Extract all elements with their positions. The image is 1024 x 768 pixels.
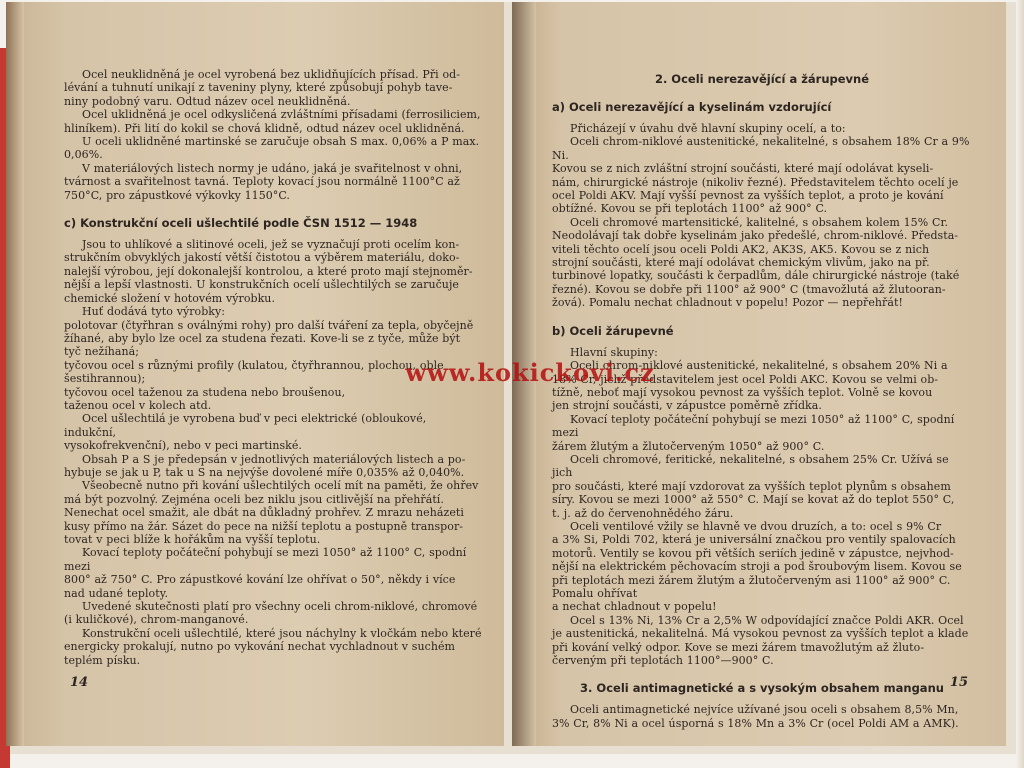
text-line: kusy přímo na žár. Sázet do pece na nižší teplotu a postupně transpor-: [64, 519, 464, 533]
text-line: nad udané teploty.: [64, 586, 169, 600]
text-line: Oceli chromové martensitické, kalitelné, s obsahem kolem 15% Cr.: [570, 215, 949, 229]
text-line: motorů. Ventily se kovou při větších seriích jedině v zápustce, nejvhod-: [552, 546, 954, 560]
text-line: tyč nežíhaná;: [64, 345, 140, 359]
text-line: V materiálových listech normy je udáno, jaká je svařitelnost v ohni,: [82, 161, 463, 175]
text-line: Huť dodává tyto výrobky:: [82, 305, 226, 319]
text-line: Neodolávají tak dobře kyselinám jako předešlé, chrom-niklové. Předsta-: [552, 229, 959, 243]
text-line: při teplotách mezi žárem žlutým a žlutočerveným asi 1100° až 900° C. Pomalu ohřívat: [552, 573, 951, 600]
text-line: 18% Cr, jichž představitelem jest ocel Poldi AKC. Kovou se velmi ob-: [552, 372, 939, 386]
section-title: 2. Oceli nerezavějící a žárupevné: [654, 72, 870, 86]
text-line: Kovací teploty počáteční pohybují se mezi 1050° až 1100° C, spodní mezi: [552, 412, 955, 440]
text-line: Jsou to uhlíkové a slitinové oceli, jež se vyznačují proti ocelím kon-: [82, 238, 460, 252]
text-line: tvárnost a svařitelnost tavná. Teploty kovací jsou normálně 1100°C až: [64, 175, 460, 189]
text-line: Oceli chromové, feritické, nekalitelné, s obsahem 25% Cr. Užívá se jich: [552, 452, 949, 480]
text-line: žárem žlutým a žlutočerveným 1050° až 900° C.: [552, 439, 825, 453]
text-line: U oceli uklidněné martinské se zaručuje obsah S max. 0,06% a P max.: [82, 135, 480, 149]
subsection-heading: a) Oceli nerezavějící a kyselinám vzdorující: [552, 100, 832, 114]
text-line: Kovou se z nich zvláštní strojní součásti, které mají odolávat kyseli-: [552, 162, 934, 176]
text-line: strojní součásti, které mají odolávat chemickým vlivům, jako na př.: [552, 256, 930, 270]
left-page-edge: [6, 2, 24, 746]
text-line: chemické složení v hotovém výrobku.: [64, 291, 275, 305]
text-line: Oceli chrom-niklové austenitické, nekalitelné, s obsahem 20% Ni a: [570, 359, 948, 373]
text-line: a 3% Si, Poldi 702, která je universální značkou pro ventily spalovacích: [552, 533, 956, 547]
text-line: Přicházejí v úvahu dvě hlavní skupiny ocelí, a to:: [570, 122, 846, 135]
text-line: Hlavní skupiny:: [570, 345, 658, 359]
text-line: Všeobecně nutno při kování ušlechtilých ocelí mít na paměti, že ohřev: [82, 479, 479, 493]
text-line: hybuje se jak u P, tak u S na nejvýše dovolené míře 0,035% až 0,040%.: [64, 465, 465, 479]
text-line: síry. Kovou se mezi 1000° až 550° C. Mají se kovat až do teplot 550° C,: [552, 493, 955, 507]
text-line: jen strojní součásti, v zápustce poměrně zřídka.: [552, 399, 822, 413]
text-line: 800° až 750° C. Pro zápustkové kování lze ohřívat o 50°, někdy i více: [64, 573, 456, 587]
text-line: nější na elektrickém pěchovacím stroji a pod šroubovým lisem. Kovou se: [552, 560, 962, 574]
text-line: nám, chirurgické nástroje (nikoliv řezné). Představitelem těchto ocelí je: [552, 175, 959, 189]
text-line: Oceli chrom-niklové austenitické, nekalitelné, s obsahem 18% Cr a 9% Ni.: [552, 135, 970, 162]
text-line: tížně, neboť mají vysokou pevnost za vyšších teplot. Volně se kovou: [552, 385, 933, 399]
text-line: polotovar (čtyřhran s oválnými rohy) pro další tváření za tepla, obyčejně: [64, 318, 474, 332]
right-page-number: 15: [949, 675, 968, 690]
text-line: Ocel ušlechtilá je vyrobena buď v peci elektrické (obloukové, indukční,: [64, 412, 427, 439]
text-line: 0,06%.: [64, 148, 103, 162]
text-line: t. j. až do červenohnědého žáru.: [552, 506, 734, 520]
text-line: Ocel neuklidněná je ocel vyrobená bez uklidňujících přísad. Při od-: [82, 68, 461, 81]
text-line: má být pozvolný. Zejména oceli bez niklu jsou citlivější na přehřátí.: [64, 492, 444, 506]
text-line: energicky prokalují, nutno po vykování nechat vychladnout v suchém: [64, 640, 456, 654]
text-line: Nenechat ocel smažit, ale dbát na důkladný prohřev. Z mrazu neházeti: [64, 506, 464, 520]
text-line: vysokofrekvenční), nebo v peci martinské.: [64, 439, 302, 453]
text-line: je austenitická, nekalitelná. Má vysokou pevnost za vyšších teplot a klade: [552, 627, 969, 641]
text-line: strukčním obvyklých jakostí větší čistotou a výběrem materiálu, doko-: [64, 251, 460, 265]
text-line: tyčovou ocel taženou za studena nebo broušenou,: [64, 385, 346, 399]
text-line: niny podobný varu. Odtud název ocel neuklidněná.: [64, 94, 351, 108]
subsection-heading: b) Oceli žárupevné: [552, 323, 674, 338]
right-page-text: [552, 72, 972, 730]
text-line: 3% Cr, 8% Ni a ocel úsporná s 18% Mn a 3% Cr (ocel Poldi AM a AMK).: [552, 716, 959, 730]
text-line: nější a lepší vlastnosti. U konstrukčních ocelí ušlechtilých se zaručuje: [64, 278, 459, 292]
text-line: pro součásti, které mají vzdorovat za vyšších teplot plynům s obsahem: [552, 479, 951, 493]
text-line: tyčovou ocel s různými profily (kulatou, čtyřhrannou, plochou, oble: [64, 358, 444, 372]
text-line: žíhané, aby bylo lze ocel za studena řezati. Kove-li se z tyče, může být: [64, 331, 461, 345]
text-line: žová). Pomalu nechat chladnout v popelu! Pozor — nepřehřát!: [552, 296, 903, 310]
text-line: 750°C, pro zápustkové výkovky 1150°C.: [64, 188, 290, 202]
spacer: [552, 338, 972, 346]
text-line: a nechat chladnout v popelu!: [552, 600, 717, 614]
spacer: [552, 667, 972, 681]
text-line: Oceli ventilové vžily se hlavně ve dvou druzích, a to: ocel s 9% Cr: [570, 519, 942, 533]
text-line: nalejší výrobou, její dokonalejší kontrolou, a které proto mají stejnoměr-: [64, 264, 473, 278]
text-line: ocel Poldi AKV. Mají vyšší pevnost za vyšších teplot, a proto je kování: [552, 189, 944, 203]
text-line: Kovací teploty počáteční pohybují se mezi 1050° až 1100° C, spodní mezi: [64, 546, 467, 573]
left-page-number: 14: [70, 675, 89, 690]
text-line: Oceli antimagnetické nejvíce užívané jsou oceli s obsahem 8,5% Mn,: [570, 703, 959, 717]
text-line: turbinové lopatky, součásti k čerpadlům, dále chirurgické nástroje (také: [552, 269, 960, 283]
text-line: Ocel s 13% Ni, 13% Cr a 2,5% W odpovídající značce Poldi AKR. Ocel: [570, 613, 964, 627]
spacer: [552, 695, 972, 703]
spacer: [64, 230, 482, 238]
watermark: www.kokickovi.cz: [405, 358, 655, 387]
text-line: Konstrukční oceli ušlechtilé, které jsou náchylny k vločkám nebo které: [82, 626, 482, 640]
spacer: [552, 114, 972, 122]
text-line: lévání a tuhnutí unikají z taveniny plyny, které způsobují pohyb tave-: [64, 81, 453, 95]
background-shadow: [1016, 0, 1024, 768]
text-line: Ocel uklidněná je ocel odkysličená zvláštními přísadami (ferrosiliciem,: [82, 108, 481, 122]
text-line: šestihrannou);: [64, 372, 146, 386]
text-line: (i kuličkové), chrom-manganové.: [64, 613, 249, 627]
text-line: hliníkem). Při lití do kokil se chová klidně, odtud název ocel uklidněná.: [64, 121, 465, 135]
spacer: [64, 202, 482, 216]
section-heading: c) Konstrukční oceli ušlechtilé podle ČSN 1512 — 1948: [64, 216, 418, 231]
text-line: řezné). Kovou se dobře při 1100° až 900° C (tmavožlutá až žlutooran-: [552, 282, 946, 296]
text-line: tovat v peci blíže k hořákům na vyšší teplotu.: [64, 533, 321, 546]
text-line: taženou ocel v kolech atd.: [64, 398, 212, 412]
text-line: Uvedené skutečnosti platí pro všechny oceli chrom-niklové, chromové: [82, 600, 478, 614]
text-line: obtížné. Kovou se při teplotách 1100° až 900° C.: [552, 202, 828, 216]
spacer: [552, 86, 972, 100]
text-line: viteli těchto ocelí jsou oceli Poldi AK2, AK3S, AK5. Kovou se z nich: [552, 242, 930, 256]
section-title: 3. Oceli antimagnetické a s vysokým obsahem manganu: [580, 681, 944, 696]
text-line: Obsah P a S je předepsán v jednotlivých materiálových listech a po-: [82, 452, 466, 466]
text-line: červeným při teplotách 1100°—900° C.: [552, 654, 774, 668]
text-line: při kování velký odpor. Kove se mezi žárem tmavožlutým až žluto-: [552, 640, 925, 654]
spacer: [552, 310, 972, 324]
text-line: teplém písku.: [64, 653, 141, 667]
